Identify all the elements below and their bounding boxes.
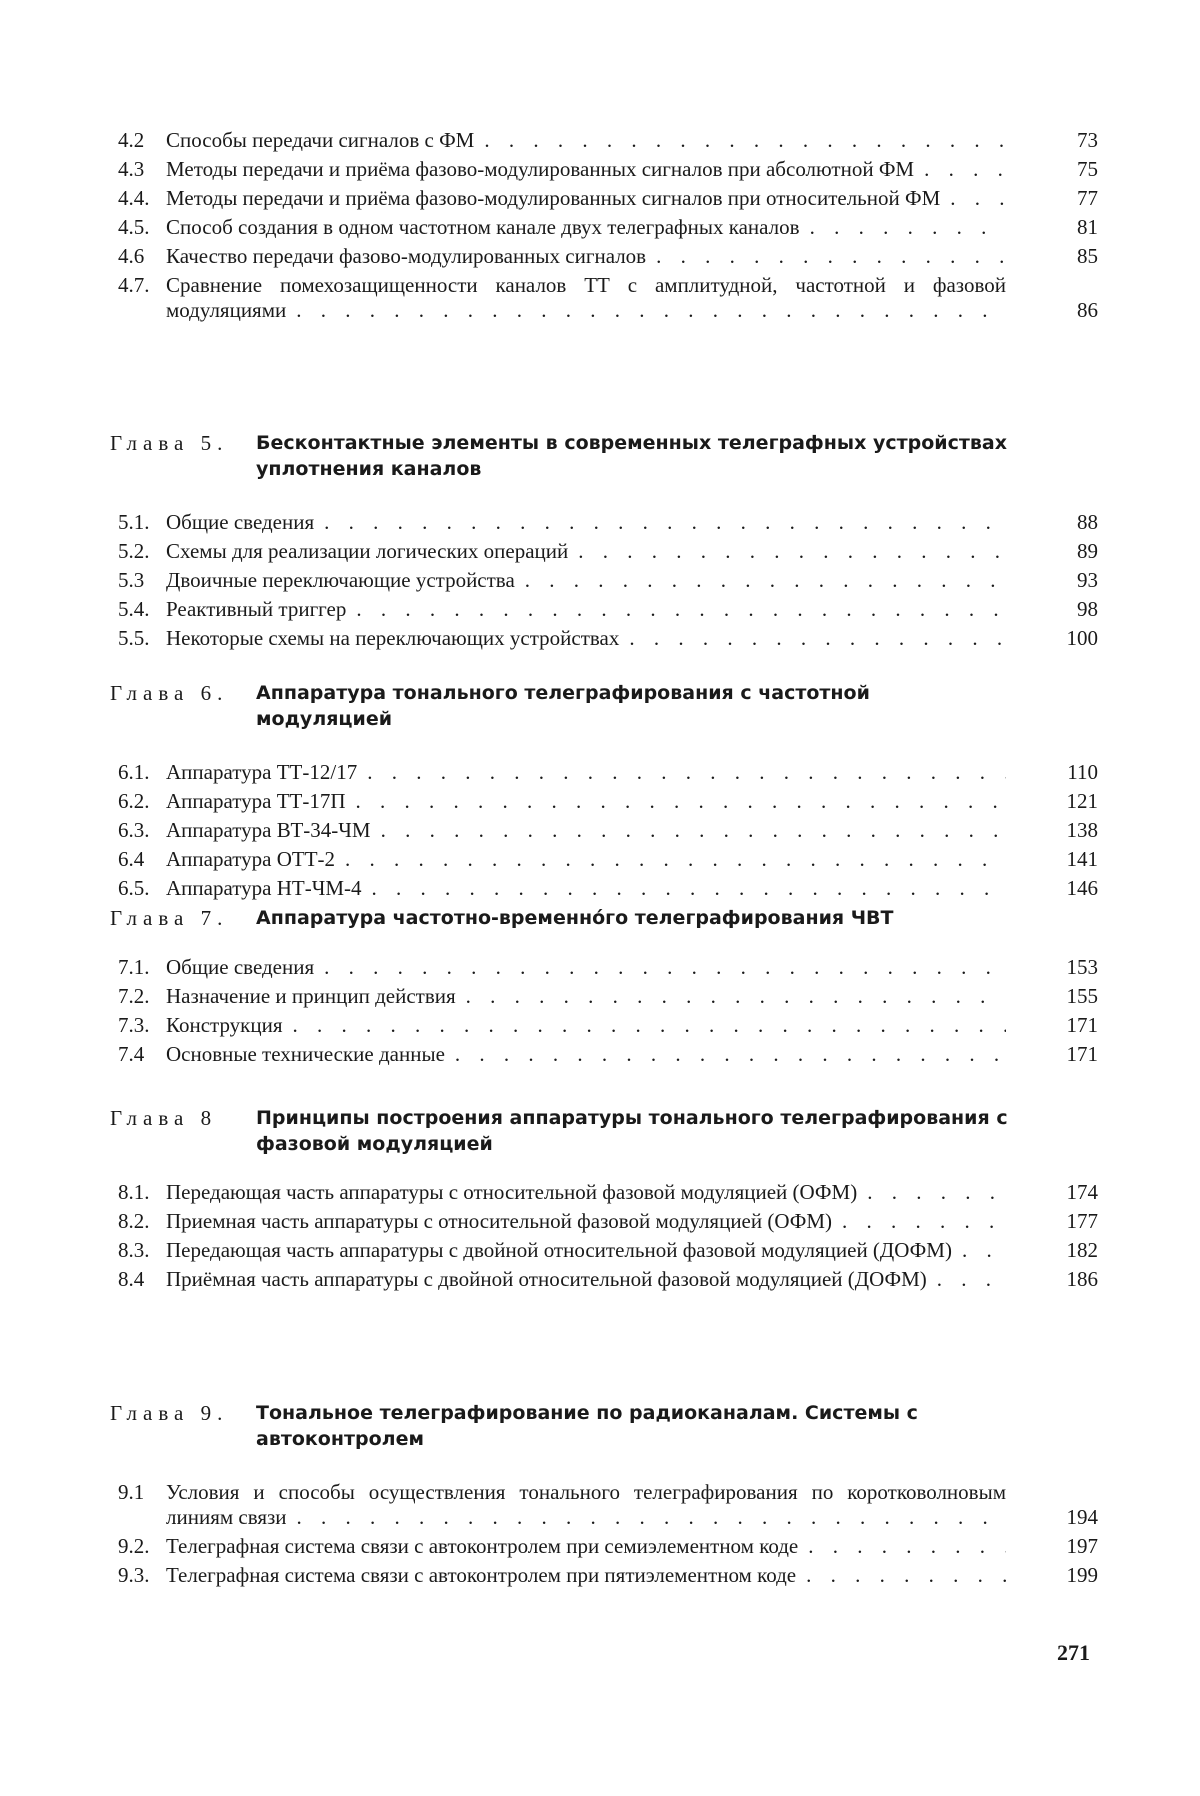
- entry-page: 81: [1077, 215, 1098, 239]
- entry-number: 7.2.: [118, 984, 150, 1008]
- entry-number: 5.2.: [118, 539, 150, 563]
- chapter-title: Аппаратура тонального телеграфирования с частотной модуляцией: [256, 682, 870, 730]
- entry-page: 141: [1066, 847, 1098, 871]
- entry-title: Схемы для реализации логических операций . . .: [166, 539, 1006, 564]
- toc-group-chapter-4: [118, 128, 1098, 327]
- toc-entry: [118, 1534, 1098, 1559]
- entry-title: Реактивный триггер . . .: [166, 597, 1006, 622]
- toc-entry: [118, 818, 1098, 843]
- entry-number: 7.4: [118, 1042, 145, 1066]
- entry-number: 6.3.: [118, 818, 150, 842]
- entry-title: Конструкция . . .: [166, 1013, 1006, 1038]
- entry-page: 171: [1066, 1013, 1098, 1037]
- chapter-heading: [110, 905, 1010, 931]
- toc-entry: [118, 1238, 1098, 1263]
- page-number: 271: [1057, 1640, 1090, 1665]
- entry-number: 9.1: [118, 1480, 145, 1504]
- toc-entry: [118, 955, 1098, 980]
- toc-entry: [118, 273, 1098, 323]
- toc-entry: [118, 1042, 1098, 1067]
- toc-entry: [118, 128, 1098, 153]
- entry-title: Сравнение помехозащищенности каналов ТТ с амплитудной, частотной и фазовой модуляциями . . .: [166, 273, 1006, 323]
- entry-page: 177: [1066, 1209, 1098, 1233]
- chapter-title: Тональное телеграфирование по радиоканалам. Системы с автоконтролем: [256, 1402, 918, 1450]
- entry-page: 174: [1066, 1180, 1098, 1204]
- entry-title: Способ создания в одном частотном канале двух телеграфных каналов . . .: [166, 215, 1006, 240]
- chapter-heading: [110, 1105, 1010, 1157]
- entry-number: 7.1.: [118, 955, 150, 979]
- toc-entry: [118, 215, 1098, 240]
- entry-number: 6.4: [118, 847, 145, 871]
- toc-entry: [118, 568, 1098, 593]
- chapter-title: Бесконтактные элементы в современных телеграфных устройствах уплотнения каналов: [256, 432, 1007, 480]
- entry-title: Аппаратура ВТ-34-ЧМ . . .: [166, 818, 1006, 843]
- toc-group-chapter-6: [118, 760, 1098, 905]
- entry-number: 8.4: [118, 1267, 145, 1291]
- entry-title: Аппаратура ТТ-17П . . .: [166, 789, 1006, 814]
- entry-number: 5.1.: [118, 510, 150, 534]
- entry-title: Приёмная часть аппаратуры с двойной относительной фазовой модуляцией (ДОФМ) . . .: [166, 1267, 1006, 1292]
- entry-title: Телеграфная система связи с автоконтролем при семиэлементном коде . . .: [166, 1534, 1006, 1559]
- entry-page: 171: [1066, 1042, 1098, 1066]
- entry-number: 8.2.: [118, 1209, 150, 1233]
- entry-number: 8.1.: [118, 1180, 150, 1204]
- entry-page: 153: [1066, 955, 1098, 979]
- toc-entry: [118, 1013, 1098, 1038]
- chapter-title: Принципы построения аппаратуры тонального телеграфирования с фазовой модуляцией: [256, 1107, 1008, 1155]
- entry-page: 110: [1067, 760, 1098, 784]
- entry-page: 146: [1066, 876, 1098, 900]
- entry-title: Основные технические данные . . .: [166, 1042, 1006, 1067]
- toc-group-chapter-8: [118, 1180, 1098, 1296]
- entry-number: 7.3.: [118, 1013, 150, 1037]
- entry-page: 89: [1077, 539, 1098, 563]
- entry-number: 4.5.: [118, 215, 150, 239]
- toc-group-chapter-7: [118, 955, 1098, 1071]
- entry-title: Общие сведения . . .: [166, 510, 1006, 535]
- toc-group-chapter-9: [118, 1480, 1098, 1592]
- entry-title: Аппаратура ОТТ-2 . . .: [166, 847, 1006, 872]
- entry-number: 4.3: [118, 157, 145, 181]
- chapter-heading: [110, 1400, 1010, 1452]
- entry-title: Условия и способы осуществления тонального телеграфирования по коротковолновым линиям связи . . .: [166, 1480, 1006, 1530]
- toc-entry: [118, 1180, 1098, 1205]
- toc-entry: [118, 157, 1098, 182]
- entry-page: 100: [1066, 626, 1098, 650]
- toc-entry: [118, 626, 1098, 651]
- entry-page: 77: [1077, 186, 1098, 210]
- entry-number: 5.3: [118, 568, 145, 592]
- entry-page: 86: [1077, 298, 1098, 322]
- entry-title: Передающая часть аппаратуры с относительной фазовой модуляцией (ОФМ) . . .: [166, 1180, 1006, 1205]
- toc-entry: [118, 539, 1098, 564]
- entry-number: 6.1.: [118, 760, 150, 784]
- entry-number: 4.4.: [118, 186, 150, 210]
- entry-title: Назначение и принцип действия . . .: [166, 984, 1006, 1009]
- entry-number: 6.5.: [118, 876, 150, 900]
- entry-page: 155: [1066, 984, 1098, 1008]
- entry-page: 194: [1066, 1505, 1098, 1529]
- toc-entry: [118, 1209, 1098, 1234]
- toc-entry: [118, 984, 1098, 1009]
- toc-entry: [118, 597, 1098, 622]
- entry-title: Аппаратура ТТ-12/17 . . .: [166, 760, 1006, 785]
- entry-page: 199: [1066, 1563, 1098, 1587]
- toc-entry: [118, 186, 1098, 211]
- entry-number: 9.3.: [118, 1563, 150, 1587]
- entry-page: 98: [1077, 597, 1098, 621]
- entry-title: Телеграфная система связи с автоконтролем при пятиэлементном коде . . .: [166, 1563, 1006, 1588]
- entry-page: 85: [1077, 244, 1098, 268]
- toc-entry: [118, 1563, 1098, 1588]
- entry-page: 121: [1066, 789, 1098, 813]
- entry-page: 197: [1066, 1534, 1098, 1558]
- entry-title: Общие сведения . . .: [166, 955, 1006, 980]
- entry-number: 9.2.: [118, 1534, 150, 1558]
- entry-number: 4.7.: [118, 273, 150, 297]
- entry-number: 4.2: [118, 128, 145, 152]
- toc-entry: [118, 1480, 1098, 1530]
- entry-number: 5.5.: [118, 626, 150, 650]
- entry-title: Методы передачи и приёма фазово-модулированных сигналов при абсолютной ФМ . . .: [166, 157, 1006, 182]
- entry-page: 182: [1066, 1238, 1098, 1262]
- chapter-label: Глава 8: [110, 1106, 218, 1130]
- toc-group-chapter-5: [118, 510, 1098, 655]
- entry-title: Приемная часть аппаратуры с относительной фазовой модуляцией (ОФМ) . . .: [166, 1209, 1006, 1234]
- chapter-heading: [110, 680, 1010, 732]
- toc-entry: [118, 1267, 1098, 1292]
- entry-page: 186: [1066, 1267, 1098, 1291]
- toc-entry: [118, 510, 1098, 535]
- entry-title: Аппаратура НТ-ЧМ-4 . . .: [166, 876, 1006, 901]
- entry-number: 6.2.: [118, 789, 150, 813]
- entry-title: Способы передачи сигналов с ФМ . . .: [166, 128, 1006, 153]
- entry-page: 73: [1077, 128, 1098, 152]
- entry-page: 138: [1066, 818, 1098, 842]
- toc-entry: [118, 847, 1098, 872]
- chapter-label: Глава 9.: [110, 1401, 229, 1425]
- toc-entry: [118, 876, 1098, 901]
- entry-page: 88: [1077, 510, 1098, 534]
- toc-entry: [118, 244, 1098, 269]
- chapter-title: Аппаратура частотно-временно́го телеграфирования ЧВТ: [256, 907, 894, 929]
- entry-page: 93: [1077, 568, 1098, 592]
- toc-entry: [118, 760, 1098, 785]
- entry-page: 75: [1077, 157, 1098, 181]
- entry-title: Некоторые схемы на переключающих устройствах . . .: [166, 626, 1006, 651]
- entry-title: Двоичные переключающие устройства . . .: [166, 568, 1006, 593]
- chapter-label: Глава 5.: [110, 431, 229, 455]
- entry-title: Методы передачи и приёма фазово-модулированных сигналов при относительной ФМ . . .: [166, 186, 1006, 211]
- entry-number: 8.3.: [118, 1238, 150, 1262]
- entry-number: 5.4.: [118, 597, 150, 621]
- entry-title: Передающая часть аппаратуры с двойной относительной фазовой модуляцией (ДОФМ) . . .: [166, 1238, 1006, 1263]
- chapter-label: Глава 6.: [110, 681, 229, 705]
- toc-entry: [118, 789, 1098, 814]
- chapter-heading: [110, 430, 1010, 482]
- entry-title: Качество передачи фазово-модулированных сигналов . . .: [166, 244, 1006, 269]
- entry-number: 4.6: [118, 244, 145, 268]
- chapter-label: Глава 7.: [110, 906, 229, 930]
